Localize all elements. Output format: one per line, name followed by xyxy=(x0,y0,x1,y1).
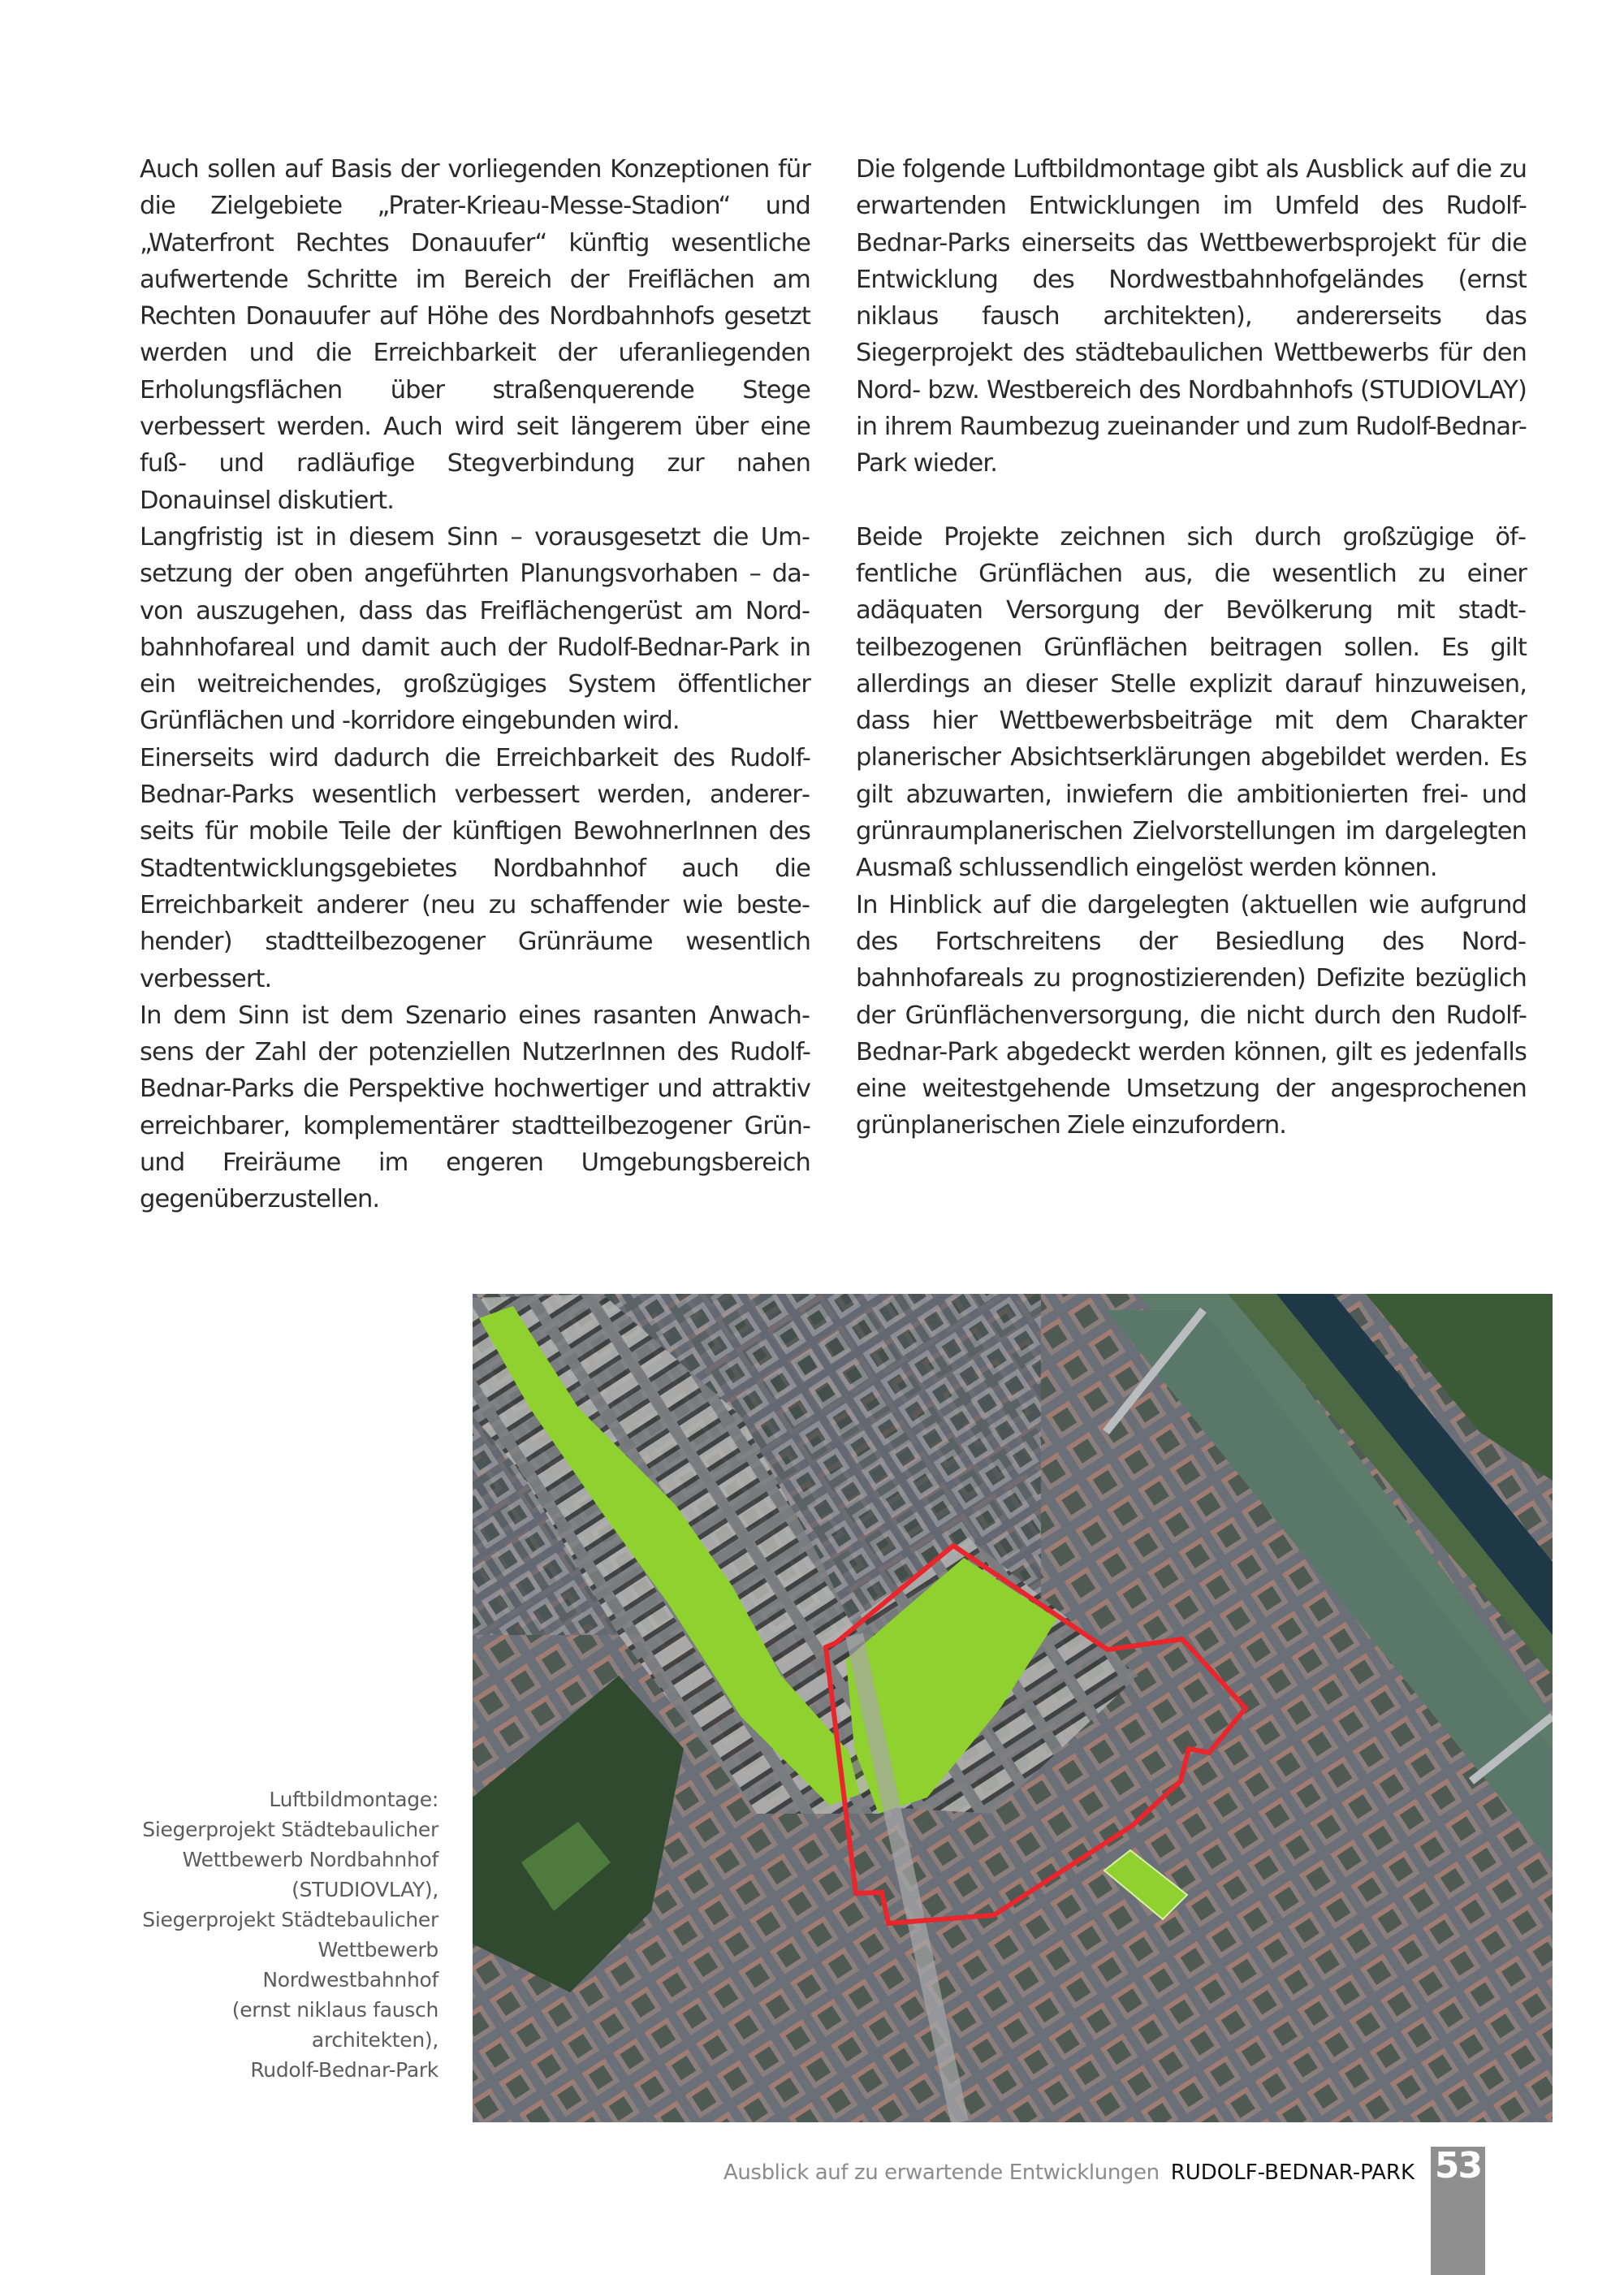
aerial-photo xyxy=(473,1294,1553,2122)
section-subtitle: Ausblick auf zu erwartende Entwicklungen xyxy=(723,2160,1160,2185)
page-number: 53 xyxy=(1434,2145,1482,2186)
caption-line: architekten), xyxy=(311,2028,438,2052)
caption-line: Nordwestbahnhof xyxy=(262,1968,438,1992)
caption-line: Wettbewerb xyxy=(317,1938,438,1961)
figure-caption xyxy=(122,1784,438,2085)
caption-line: (ernst niklaus fausch xyxy=(231,1998,438,2022)
caption-line: Siegerprojekt Städtebaulicher xyxy=(142,1818,438,1841)
caption-line: (STUDIOVLAY), xyxy=(292,1878,438,1901)
left-text-column xyxy=(140,151,810,1218)
running-footer xyxy=(723,2160,1415,2185)
paragraph: In Hinblick auf die dargelegten (aktuellen wie aufgrund des Fortschreitens der Besiedlung des Nordbahnhofareals zu prognostizierenden) Defizite bezüglich der Grünflächenversorgung, die nicht durch den Rudolf-Bednar-Park abgedeckt werden können, gilt es jedenfalls eine weitestgehende Umsetzung der angesprochenen grünplanerischen Ziele einzufordern. xyxy=(856,890,1527,1140)
caption-line: Siegerprojekt Städtebaulicher xyxy=(142,1908,438,1931)
paragraph: In dem Sinn ist dem Szenario eines rasanten Anwachsens der Zahl der potenziellen NutzerInnen des Rudolf-Bednar-Parks die Perspektive hochwertiger und attraktiv erreichbarer, komplementärer stadtteilbezogener Grün- und Freiräume im engeren Umgebungsbereich gegenüberzustellen. xyxy=(140,1001,810,1214)
section-title: RUDOLF-BEDNAR-PARK xyxy=(1170,2160,1415,2185)
caption-line: Rudolf-Bednar-Park xyxy=(250,2058,438,2082)
paragraph: Die folgende Luftbildmontage gibt als Ausblick auf die zu erwartenden Entwicklungen im Umfeld des Rudolf-Bednar-Parks einerseits das Wettbewerbsprojekt für die Entwicklung des Nordwestbahnhofgeländes (ernst niklaus fausch architekten), andererseits das Siegerprojekt des städtebaulichen Wettbewerbs für den Nord- bzw. Westbereich des Nordbahnhofs (STUDIOVLAY) in ihrem Raumbezug zueinander und zum Rudolf-Bednar-Park wieder. xyxy=(856,155,1527,478)
paragraph: Langfristig ist in diesem Sinn – vorausgesetzt die Umsetzung der oben angeführten Planungsvorhaben – davon auszugehen, dass das Freiflächengerüst am Nordbahnhofareal und damit auch der Rudolf-Bednar-Park in ein weitreichendes, großzügiges System öffentlicher Grünflächen und -korridore eingebunden wird. xyxy=(140,522,810,736)
aerial-photo-montage xyxy=(473,1294,1553,2122)
paragraph: Beide Projekte zeichnen sich durch großzügige öffentliche Grünflächen aus, die wesentlich zu einer adäquaten Versorgung der Bevölkerung mit stadtteilbezogenen Grünflächen beitragen sollen. Es gilt allerdings an dieser Stelle explizit darauf hinzuweisen, dass hier Wettbewerbsbeiträge mit dem Charakter planerischer Absichtserklärungen abgebildet werden. Es gilt abzuwarten, inwiefern die ambitionierten frei- und grünraumplanerischen Zielvorstellungen im dargelegten Ausmaß schlussendlich eingelöst werden können. xyxy=(856,522,1527,883)
right-text-column xyxy=(856,151,1527,1144)
caption-line: Luftbildmontage: xyxy=(269,1788,438,1811)
paragraph: Auch sollen auf Basis der vorliegenden Konzeptionen für die Zielgebiete „Prater-Krieau-Messe-Stadion“ und „Waterfront Rechtes Donauufer“ künftig wesentliche aufwertende Schritte im Bereich der Freiflächen am Rechten Donauufer auf Höhe des Nordbahnhofs gesetzt werden und die Erreichbarkeit der uferanliegenden Erholungsflächen über straßenquerende Stege verbessert werden. Auch wird seit längerem über eine fuß- und radläufige Stegverbindung zur nahen Donauinsel diskutiert. xyxy=(140,155,810,515)
paragraph: Einerseits wird dadurch die Erreichbarkeit des Rudolf-Bednar-Parks wesentlich verbessert werden, andererseits für mobile Teile der künftigen BewohnerInnen des Stadtentwicklungsgebietes Nordbahnhof auch die Erreichbarkeit anderer (neu zu schaffender wie bestehender) stadtteilbezogener Grünräume wesentlich verbessert. xyxy=(140,743,810,993)
caption-line: Wettbewerb Nordbahnhof xyxy=(182,1848,438,1871)
page-number-tab xyxy=(1431,2147,1485,2275)
